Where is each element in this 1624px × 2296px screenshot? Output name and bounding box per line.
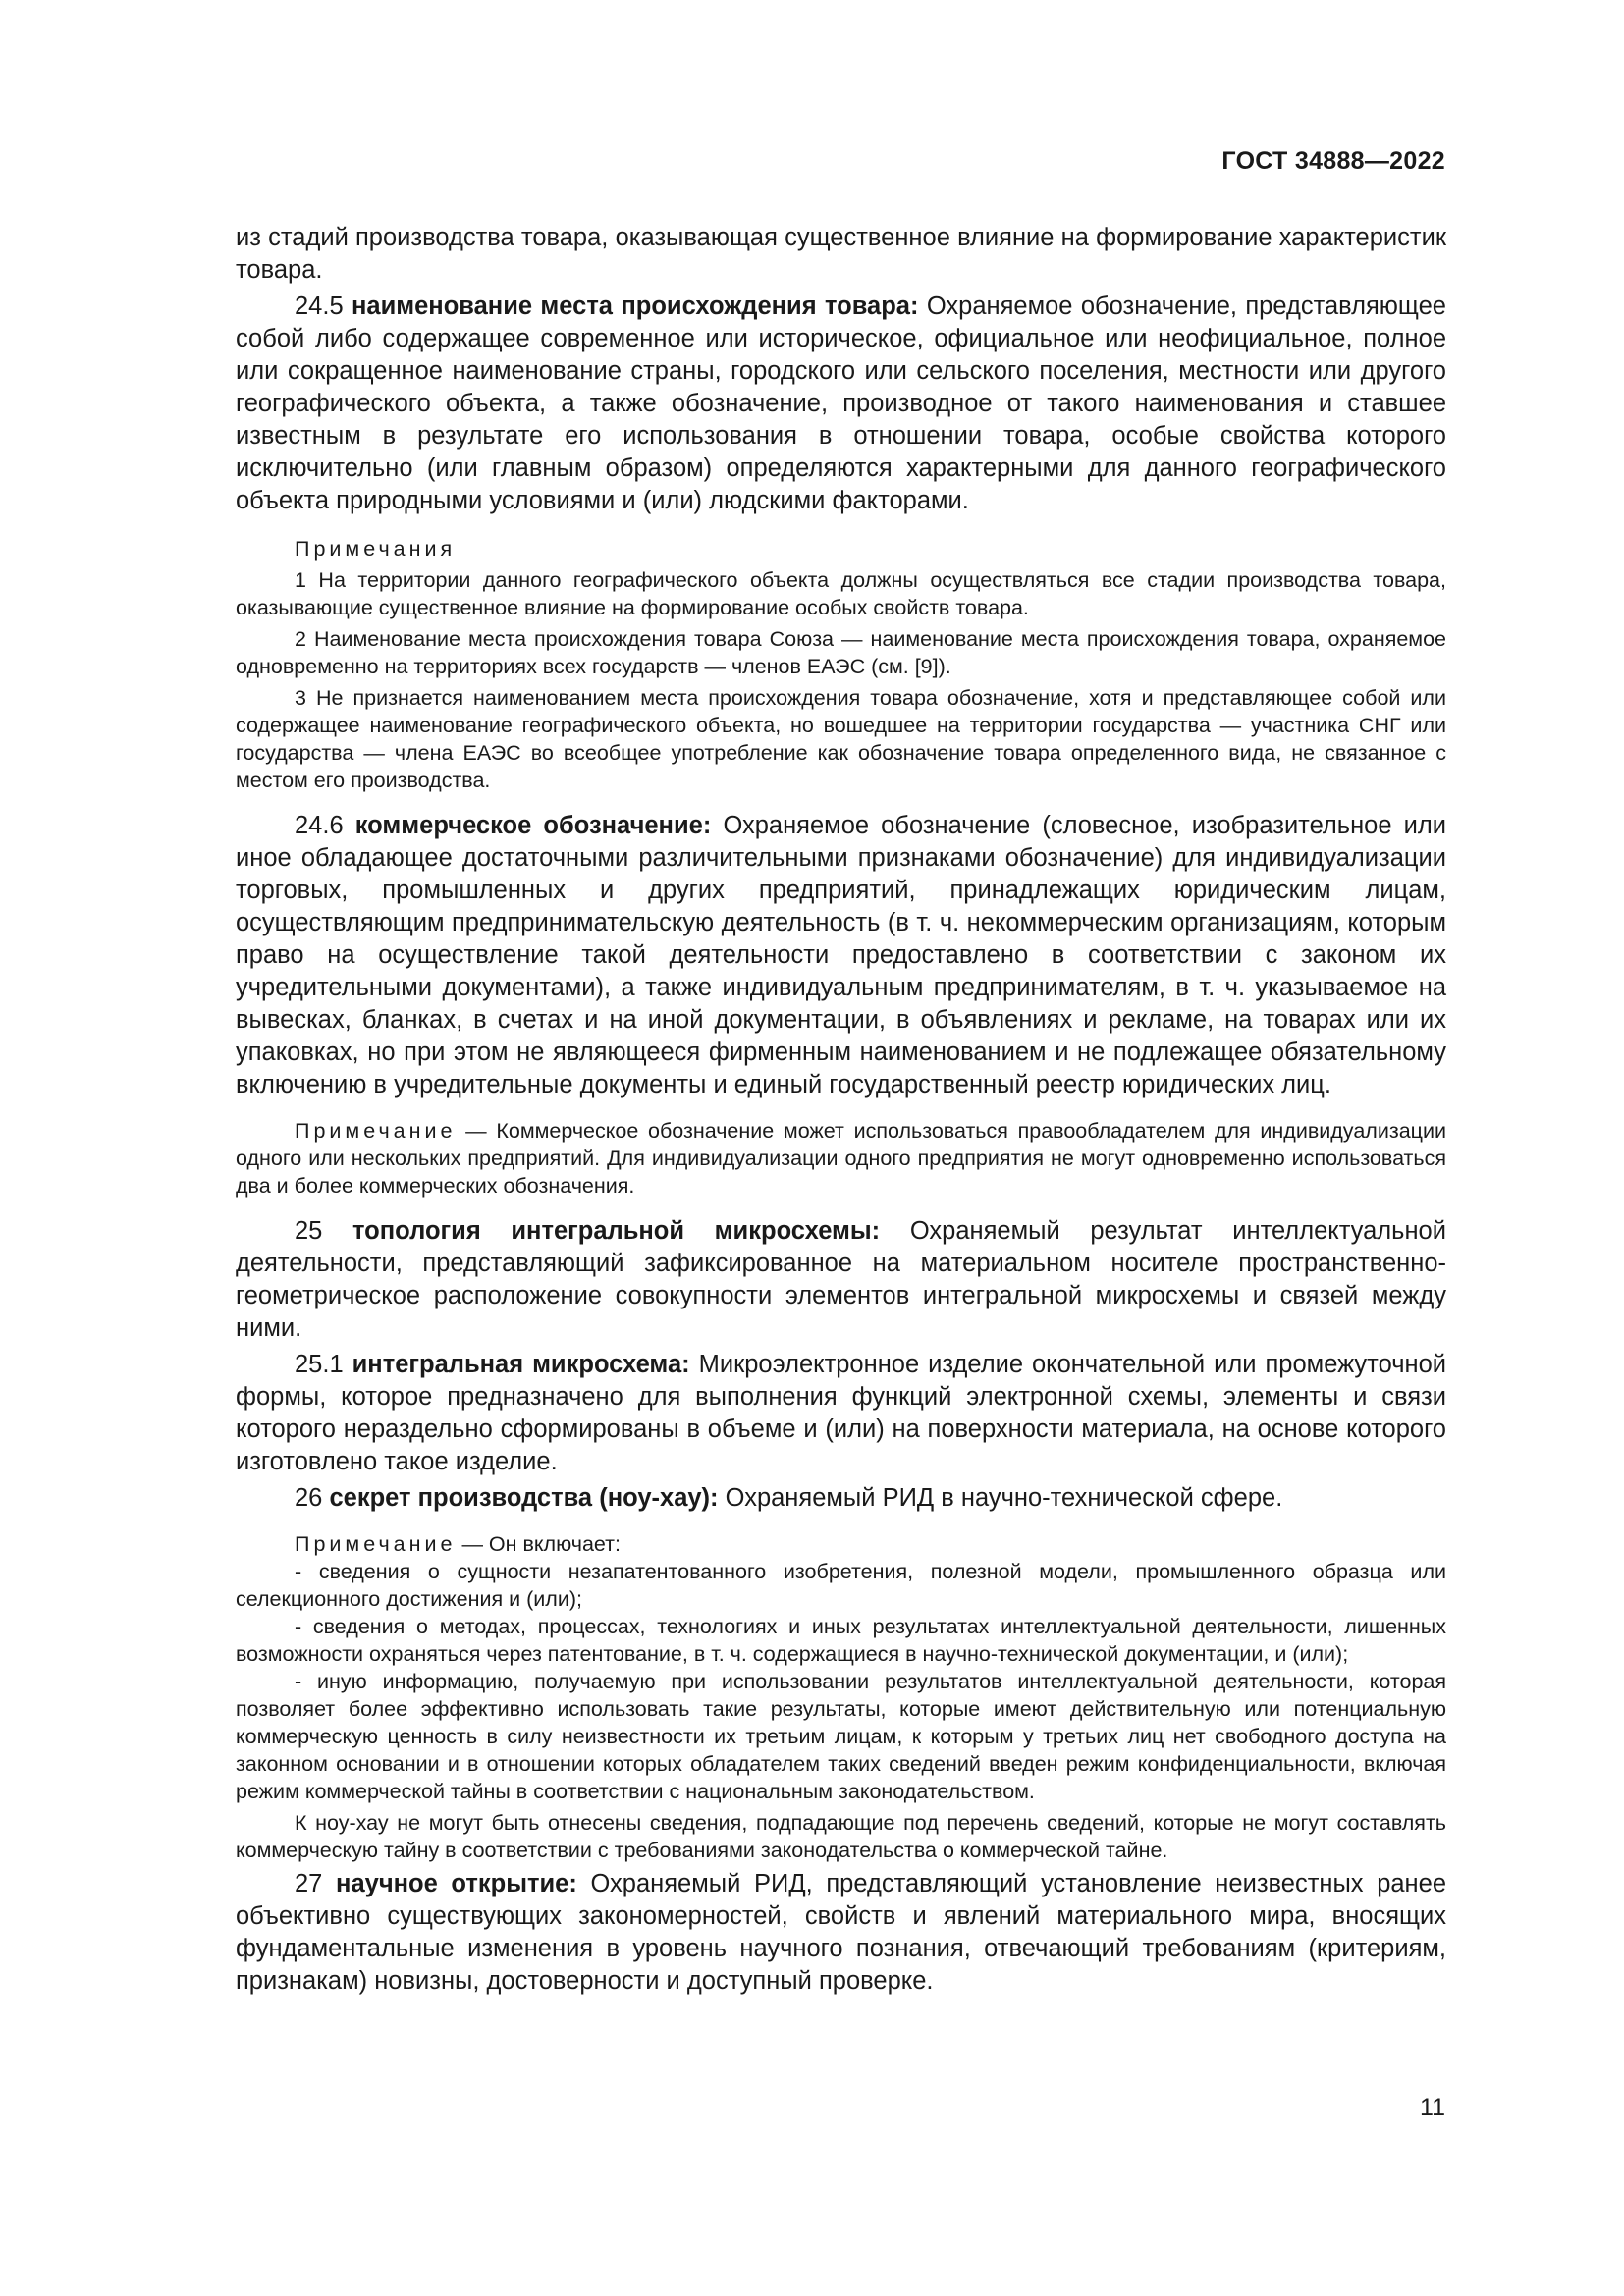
clause-25 (236, 1215, 1446, 1345)
document-body (236, 222, 1446, 1998)
notes-label: Примечания (295, 537, 457, 561)
note-list-item: - иную информацию, получаемую при использовании результатов интеллектуальной деятельности, которая позволяет более эффективно использовать такие результаты, которые имеют действительную или потенциальную коммерческую ценность в силу неизвестности их третьим лицам, к которым у третьих лиц нет свободного доступа на законном основании и в отношении которых обладателем таких сведений введен режим конфиденциальности, включая режим коммерческой тайны в соответствии с национальным законодательством. (236, 1670, 1446, 1803)
clause-number: 24.6 (295, 812, 344, 839)
clause-number: 25 (295, 1217, 323, 1245)
clause-term: наименование места происхождения товара: (352, 293, 919, 320)
clause-term: секрет производства (ноу-хау): (329, 1484, 719, 1512)
clause-26 (236, 1482, 1446, 1515)
continued-paragraph: из стадий производства товара, оказывающая существенное влияние на формирование характеристик товара. (236, 224, 1446, 284)
clause-number: 25.1 (295, 1351, 344, 1378)
clause-term: интегральная микросхема: (352, 1351, 690, 1378)
note-item: 1 На территории данного географического объекта должны осуществляться все стадии производства товара, оказывающие существенное влияние на формирование особых свойств товара. (236, 568, 1446, 619)
clause-definition: Охраняемый результат интеллектуальной деятельности, представляющий зафиксированное на материальном носителе пространственно-геометрическое расположение совокупности элементов интегральной микросхемы и связей между ними. (236, 1217, 1446, 1342)
clause-27 (236, 1868, 1446, 1998)
clause-definition: Охраняемый РИД, представляющий установление неизвестных ранее объективно существующих закономерностей, свойств и явлений материального мира, вносящих фундаментальные изменения в уровень научного познания, отвечающий требованиям (критериям, признакам) новизны, достоверности и доступный проверке. (236, 1870, 1447, 1995)
clause-definition: Микроэлектронное изделие окончательной или промежуточной формы, которое предназначено для выполнения функций электронной схемы, элементы и связи которого нераздельно сформированы в объеме и (или) на поверхности материала, на основе которого изготовлено такое изделие. (236, 1351, 1446, 1475)
clause-term: топология интегральной микросхемы: (352, 1217, 881, 1245)
clause-definition: Охраняемое обозначение (словесное, изобразительное или иное обладающее достаточными различительными признаками обозначение) для индивидуализации торговых, промышленных и других предприятий, принадлежащих юридическим лицам, осуществляющим предпринимательскую деятельность (в т. ч. некоммерческим организациям, которым право на осуществление такой деятельности предоставлено в соответствии с законом их учредительными документами), а также индивидуальным предпринимателям, в т. ч. указываемое на вывесках, бланках, в счетах и на иной документации, в объявлениях и рекламе, на товарах или их упаковках, но при этом не являющееся фирменным наименованием и не подлежащее обязательному включению в учредительные документы и единый государственный реестр юридических лиц. (236, 812, 1446, 1098)
note-intro: — Он включает: (461, 1532, 621, 1556)
clause-definition: Охраняемое обозначение, представляющее собой либо содержащее современное или историческое, официальное или неофициальное, полное или сокращенное наименование страны, городского или сельского поселения, местности или другого географического объекта, а также обозначение, производное от такого наименования и ставшее известным в результате его использования в отношении товара, особые свойства которого исключительно (или главным образом) определяются характерными для данного географического объекта природными условиями и (или) людскими факторами. (236, 293, 1446, 514)
clause-term: научное открытие: (336, 1870, 577, 1897)
clause-definition: Охраняемый РИД в научно-технической сфере. (725, 1484, 1283, 1512)
clause-24-5 (236, 291, 1446, 517)
clause-25-1 (236, 1349, 1446, 1478)
note-item: 3 Не признается наименованием места происхождения товара обозначение, хотя и представляющее собой или содержащее наименование географического объекта, но вошедшее на территории государства — участника СНГ или государства — члена ЕАЭС во всеобщее употребление как обозначение товара определенного вида, не связанное с местом его производства. (236, 686, 1446, 792)
document-code-header: ГОСТ 34888—2022 (1221, 147, 1445, 175)
page-number: 11 (1420, 2094, 1445, 2121)
clause-term: коммерческое обозначение: (354, 812, 712, 839)
note-closing: К ноу-хау не могут быть отнесены сведения, подпадающие под перечень сведений, которые не могут составлять коммерческую тайну в соответствии с требованиями законодательства о коммерческой тайне. (236, 1811, 1446, 1862)
clause-note (236, 1117, 1446, 1200)
note-label: Примечание (295, 1532, 457, 1556)
clause-24-6 (236, 810, 1446, 1101)
note-list-item: - сведения о методах, процессах, технологиях и иных результатах интеллектуальной деятельности, лишенных возможности охраняться через патентование, в т. ч. содержащиеся в научно-технической документации, и (или); (236, 1615, 1446, 1666)
clause-number: 27 (295, 1870, 323, 1897)
clause-number: 26 (295, 1484, 323, 1512)
clause-note (236, 1530, 1446, 1558)
note-text: — Коммерческое обозначение может использоваться правообладателем для индивидуализации одного или нескольких предприятий. Для индивидуализации одного предприятия не могут одновременно использоваться два и более коммерческих обозначения. (236, 1119, 1446, 1198)
clause-number: 24.5 (295, 293, 344, 320)
note-label: Примечание (295, 1119, 457, 1143)
note-list-item: - сведения о сущности незапатентованного изобретения, полезной модели, промышленного образца или селекционного достижения и (или); (236, 1560, 1446, 1611)
note-item: 2 Наименование места происхождения товара Союза — наименование места происхождения товара, охраняемое одновременно на территориях всех государств — членов ЕАЭС (см. [9]). (236, 627, 1446, 678)
